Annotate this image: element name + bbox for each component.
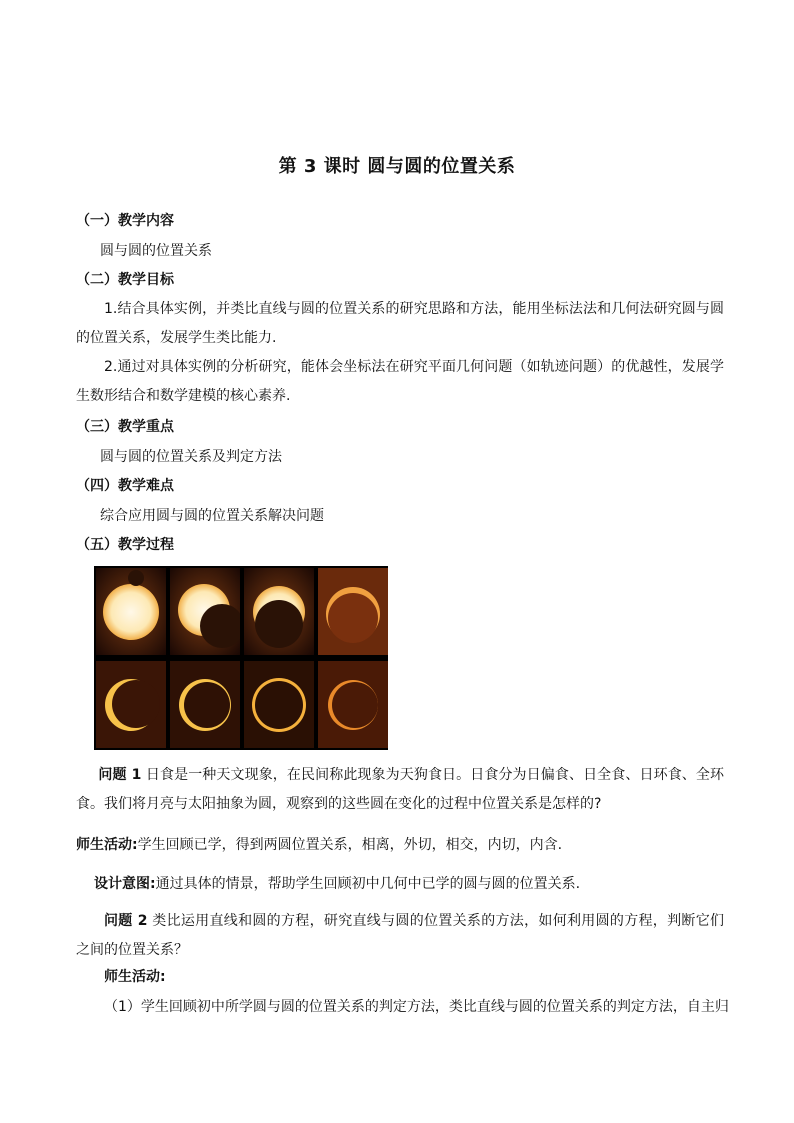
question-2-text: 类比运用直线和圆的方程，研究直线与圆的位置关系的方法，如何利用圆的方程，判断它们之间的位置关系？ bbox=[76, 913, 724, 958]
section-heading-objectives: （二）教学目标 bbox=[76, 272, 174, 288]
eclipse-frame-4 bbox=[318, 568, 388, 655]
section-body-key-points: 圆与圆的位置关系及判定方法 bbox=[100, 449, 282, 465]
eclipse-frame-1 bbox=[96, 568, 166, 655]
section-body-content: 圆与圆的位置关系 bbox=[100, 243, 212, 259]
objective-1: 1.结合具体实例，并类比直线与圆的位置关系的研究思路和方法，能用坐标法法和几何法研究圆与圆的位置关系，发展学生类比能力. bbox=[76, 301, 724, 346]
question-1-text: 日食是一种天文现象，在民间称此现象为天狗食日。日食分为日偏食、日全食、日环食、全环食。我们将月亮与太阳抽象为圆，观察到的这些圆在变化的过程中位置关系是怎样的? bbox=[76, 767, 724, 812]
activity-1 bbox=[76, 835, 562, 855]
design-intent-text: 通过具体的情景，帮助学生回顾初中几何中已学的圆与圆的位置关系. bbox=[155, 876, 581, 892]
question-2-label: 问题 2 bbox=[104, 913, 148, 929]
eclipse-frame-6 bbox=[170, 661, 240, 748]
eclipse-frame-3 bbox=[244, 568, 314, 655]
section-body-difficulties: 综合应用圆与圆的位置关系解决问题 bbox=[100, 508, 324, 524]
eclipse-frame-5 bbox=[96, 661, 166, 748]
design-intent-label: 设计意图: bbox=[94, 876, 156, 892]
section-heading-content: （一）教学内容 bbox=[76, 213, 174, 229]
question-2 bbox=[76, 907, 724, 965]
question-1-label: 问题 1 bbox=[98, 767, 142, 783]
section-heading-key-points: （三）教学重点 bbox=[76, 419, 174, 435]
page-title: 第 3 课时 圆与圆的位置关系 bbox=[278, 156, 516, 177]
eclipse-frame-2 bbox=[170, 568, 240, 655]
question-1 bbox=[76, 761, 724, 819]
eclipse-photo-grid bbox=[94, 566, 388, 750]
section-heading-process: （五）教学过程 bbox=[76, 537, 174, 553]
design-intent bbox=[94, 874, 580, 894]
eclipse-frame-7 bbox=[244, 661, 314, 748]
eclipse-frame-8 bbox=[318, 661, 388, 748]
activity-2-label: 师生活动: bbox=[104, 969, 166, 985]
activity-1-text: 学生回顾已学，得到两圆位置关系，相离，外切，相交，内切，内含. bbox=[137, 837, 563, 853]
activity-1-label: 师生活动: bbox=[76, 837, 138, 853]
objective-2: 2.通过对具体实例的分析研究，能体会坐标法在研究平面几何问题（如轨迹问题）的优越性，发展学生数形结合和数学建模的核心素养. bbox=[76, 359, 724, 404]
section-heading-difficulties: （四）教学难点 bbox=[76, 478, 174, 494]
step-1: （1）学生回顾初中所学圆与圆的位置关系的判定方法，类比直线与圆的位置关系的判定方法，自主归 bbox=[104, 999, 729, 1015]
